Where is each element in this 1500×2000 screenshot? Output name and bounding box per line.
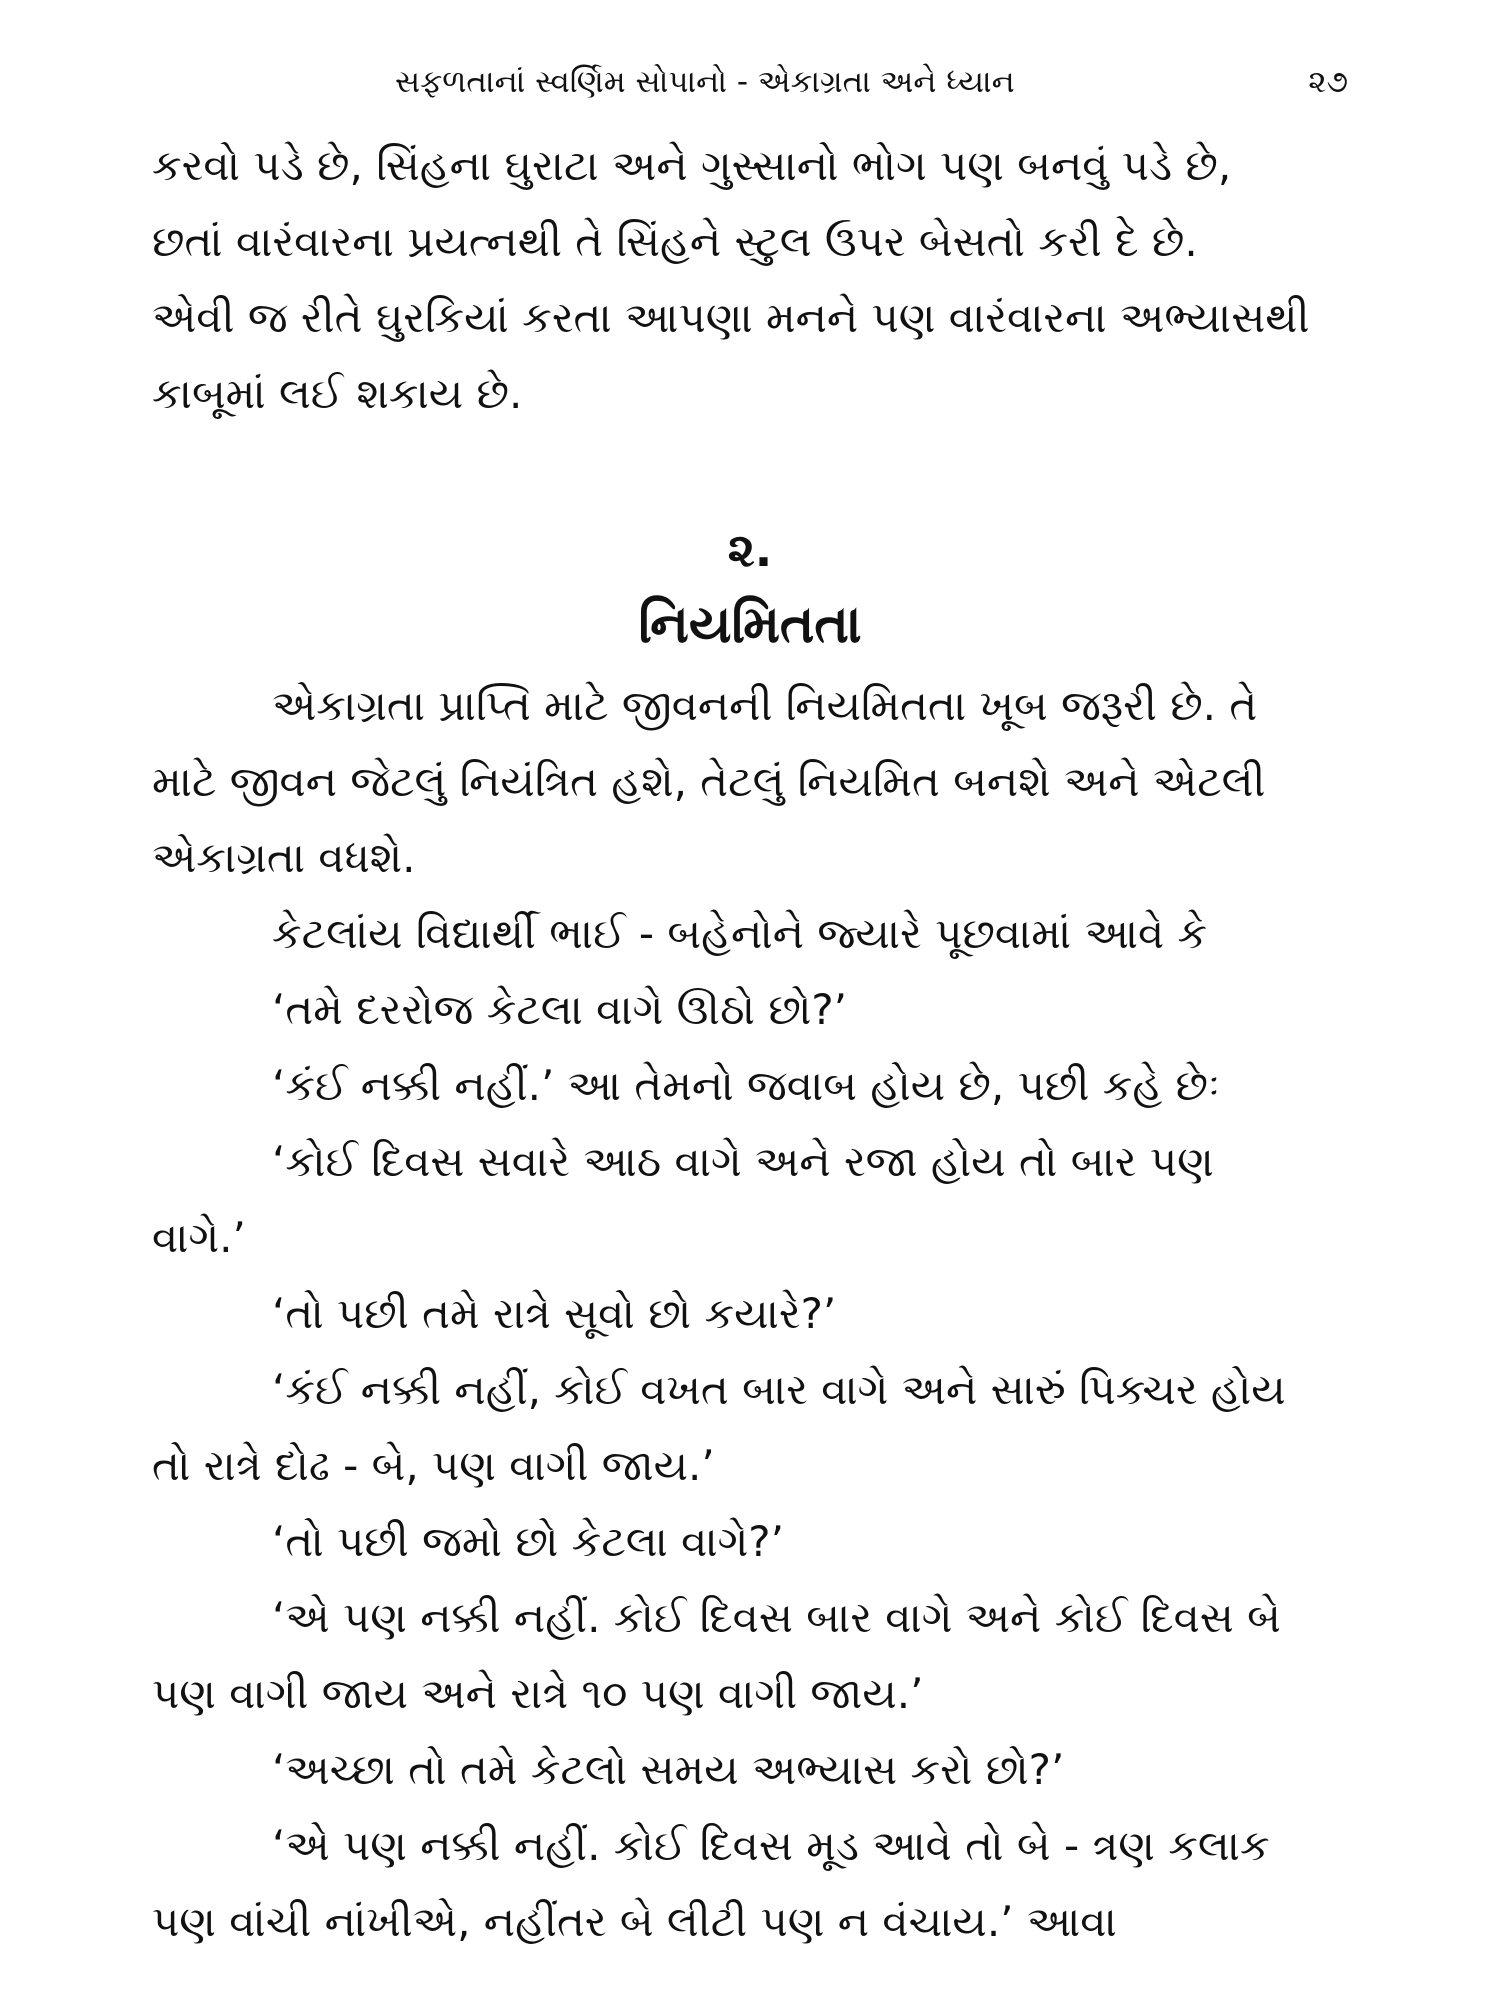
text-line: પણ વાગી જાય અને રાત્રે ૧૦ પણ વાગી જાય.’ <box>152 1669 924 1718</box>
text-line: ‘એ પણ નક્કી નહીં. કોઈ દિવસ મૂડ આવે તો બે - ત્રણ કલાક <box>272 1821 1270 1870</box>
text-line: છતાં વારંવારના પ્રયત્નથી તે સિંહને સ્ટુલ ઉપર બેસતો કરી દે છે. <box>152 217 1198 266</box>
text-line: ‘કોઈ દિવસ સવારે આઠ વાગે અને રજા હોય તો બાર પણ <box>272 1137 1214 1186</box>
text-line: વાગે.’ <box>152 1213 246 1262</box>
text-line: ‘કંઈ નક્કી નહીં.’ આ તેમનો જવાબ હોય છે, પછી કહે છેઃ <box>272 1061 1221 1110</box>
text-line: એકાગ્રતા પ્રાપ્તિ માટે જીવનની નિયમિતતા ખૂબ જરૂરી છે. તે <box>272 681 1258 730</box>
page-number: ૨૭ <box>1308 64 1348 100</box>
text-line: એવી જ રીતે ઘુરકિયાં કરતા આપણા મનને પણ વારંવારના અભ્યાસથી <box>152 293 1310 342</box>
section-number: ૨. <box>727 523 773 577</box>
text-line: માટે જીવન જેટલું નિયંત્રિત હશે, તેટલું નિયમિત બનશે અને એટલી <box>152 757 1266 806</box>
text-line: ‘તમે દરરોજ કેટલા વાગે ઊઠો છો?’ <box>272 985 847 1034</box>
text-line: તો રાત્રે દોઢ - બે, પણ વાગી જાય.’ <box>152 1441 715 1490</box>
text-line: કેટલાંય વિદ્યાર્થી ભાઈ - બહેનોને જ્યારે પૂછવામાં આવે કે <box>272 909 1208 958</box>
text-line: કાબૂમાં લઈ શકાય છે. <box>152 369 523 418</box>
section-body <box>152 668 1352 1960</box>
opening-paragraph <box>152 128 1352 432</box>
text-line: ‘કંઈ નક્કી નહીં, કોઈ વખત બાર વાગે અને સારું પિક્ચર હોય <box>272 1365 1286 1414</box>
text-line: ‘અચ્છા તો તમે કેટલો સમય અભ્યાસ કરો છો?’ <box>272 1745 1065 1794</box>
text-line: ‘તો પછી જમો છો કેટલા વાગે?’ <box>272 1517 784 1566</box>
text-line: ‘એ પણ નક્કી નહીં. કોઈ દિવસ બાર વાગે અને કોઈ દિવસ બે <box>272 1593 1281 1642</box>
text-line: કરવો પડે છે, સિંહના ઘુરાટા અને ગુસ્સાનો ભોગ પણ બનવું પડે છે, <box>152 141 1232 190</box>
text-line: ‘તો પછી તમે રાત્રે સૂવો છો કયારે?’ <box>272 1289 837 1338</box>
text-line: એકાગ્રતા વધશે. <box>152 833 416 882</box>
running-header: સફળતાનાં સ્વર્ણિમ સોપાનો - એકાગ્રતા અને ધ્યાન <box>395 64 1015 100</box>
text-line: પણ વાંચી નાંખીએ, નહીંતર બે લીટી પણ ન વંચાય.’ આવા <box>152 1897 1117 1946</box>
section-title: નિયમિતતા <box>638 595 862 655</box>
